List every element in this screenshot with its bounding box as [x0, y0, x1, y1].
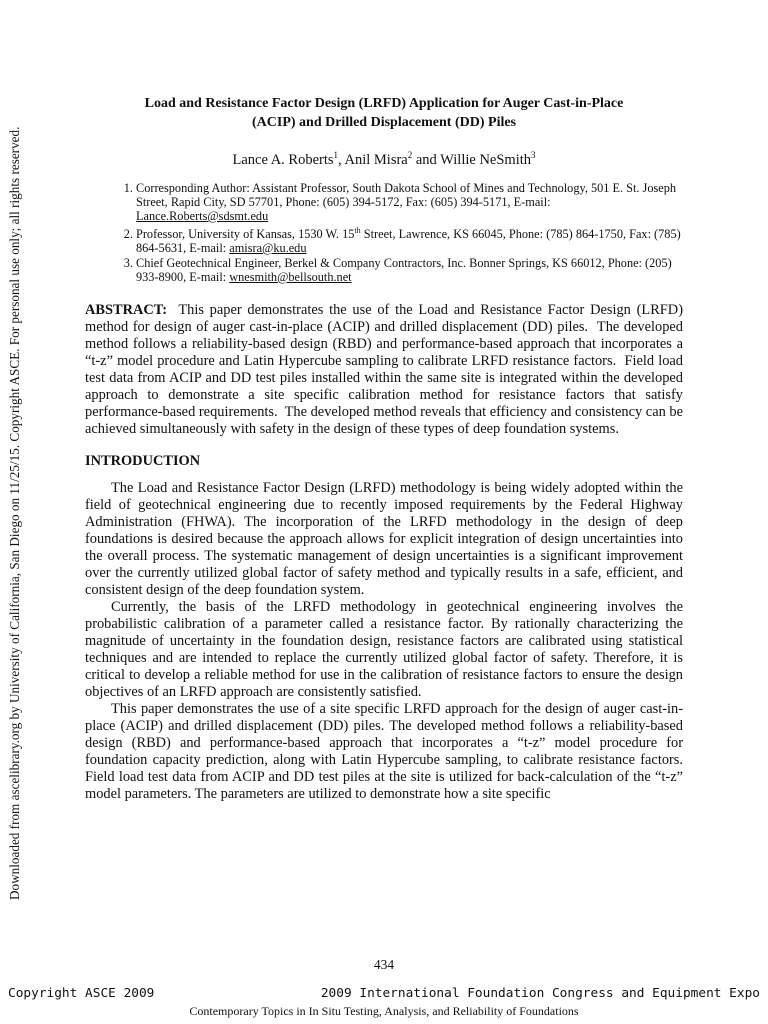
- affiliation-item: [136, 256, 683, 284]
- email-link[interactable]: Lance.Roberts@sdsmt.edu: [136, 208, 269, 223]
- email-link[interactable]: amisra@ku.edu: [229, 240, 307, 255]
- affiliation-item: [136, 181, 683, 223]
- abstract-text: This paper demonstrates the use of the Load and Resistance Factor Design (LRFD) method for design of auger cast-in-place (ACIP) and drilled displacement (DD) piles. The developed method follows a reliability-based design (RBD) and performance-based approach that incorporates a “t-z” model procedure and Latin Hypercube sampling to calibrate LRFD resistance factors. Field load test data from ACIP and DD test piles installed within the same site is integrated within the developed approach to demonstrate a site specific calibration method for resistance factors that satisfy performance-based requirements. The developed method reveals that efficiency and consistency can be achieved simultaneously with safety in the design of these types of deep foundation systems.: [85, 301, 687, 437]
- section-heading-introduction: INTRODUCTION: [85, 452, 201, 469]
- title-line-1: Load and Resistance Factor Design (LRFD) Application for Auger Cast-in-Place: [144, 96, 624, 111]
- paragraph: This paper demonstrates the use of a site specific LRFD approach for the design of auger cast-in-place (ACIP) and drilled displacement (DD) piles. The developed method follows a reliability-based design (RBD) and performance-based approach that incorporates a “t-z” model procedure for foundation capacity prediction, along with Latin Hypercube sampling, to calibrate resistance factors. Field load test data from ACIP and DD test piles at the site is utilized for back-calculation of the “t-z” model parameters. The parameters are utilized to demonstrate how a site specific: [85, 701, 683, 803]
- affiliation-text: Street, Lawrence, KS 66045, Phone: (785) 864-1750, Fax: (785) 864-5631, E-mail:: [136, 226, 681, 255]
- affiliation-text: Professor, University of Kansas, 1530 W. 15: [136, 226, 355, 241]
- paragraph: Currently, the basis of the LRFD methodology in geotechnical engineering involves the probabilistic calibration of a parameter called a resistance factor. By rationally characterizing the magnitude of uncertainty in the foundation design, resistance factors are calibrated using statistical techniques and are intended to replace the currently utilized global factor of safety. Therefore, it is critical to develop a reliable method for use in the calibration of resistance factors to ensure the design objectives of an LRFD approach are consistently satisfied.: [85, 598, 683, 701]
- footer-conference: 2009 International Foundation Congress and Equipment Expo: [320, 986, 760, 1001]
- author-2-mark: 2: [407, 150, 413, 160]
- author-separator: and: [412, 151, 441, 168]
- paper-title: [85, 94, 683, 132]
- author-2: Anil Misra: [344, 151, 408, 168]
- download-notice: Downloaded from ascelibrary.org by University of California, San Diego on 11/25/15. Copyright ASCE. For personal use only; all rights reserved.: [7, 126, 22, 900]
- affiliation-list: [85, 181, 683, 284]
- page-number: 434: [373, 957, 395, 972]
- footer-series-title: Contemporary Topics in In Situ Testing, Analysis, and Reliability of Foundations: [189, 1004, 579, 1018]
- footer-copyright: Copyright ASCE 2009: [8, 986, 155, 1001]
- abstract: [85, 301, 687, 438]
- author-3: Willie NeSmith: [440, 151, 532, 168]
- affiliation-text: Chief Geotechnical Engineer, Berkel & Company Contractors, Inc. Bonner Springs, KS 66012, Phone: (205) 933-8900, E-mail:: [136, 255, 672, 284]
- affiliation-item: [136, 224, 683, 255]
- page-content: [85, 94, 687, 803]
- email-link[interactable]: wnesmith@bellsouth.net: [229, 269, 352, 284]
- author-3-mark: 3: [531, 150, 536, 160]
- affiliation-text: Corresponding Author: Assistant Professor, South Dakota School of Mines and Technology, 501 E. St. Joseph Street, Rapid City, SD 57701, Phone: (605) 394-5172, Fax: (605) 394-5171, E-mail:: [136, 180, 677, 209]
- author-separator: ,: [338, 151, 345, 168]
- author-1: Lance A. Roberts: [232, 151, 334, 168]
- ordinal-suffix: th: [354, 225, 361, 235]
- abstract-label: ABSTRACT:: [85, 301, 168, 318]
- paragraph: The Load and Resistance Factor Design (LRFD) methodology is being widely adopted within the field of geotechnical engineering due to recently imposed requirements by the Federal Highway Administration (FHWA). The incorporation of the LRFD methodology in the design of deep foundations is desired because the approach allows for explicit integration of design uncertainties into the overall process. The systematic management of design uncertainties is a significant improvement over the currently utilized global factor of safety method and typically results in a safe, efficient, and consistent design of the deep foundation system.: [85, 479, 683, 598]
- author-1-mark: 1: [333, 150, 339, 160]
- title-line-2: (ACIP) and Drilled Displacement (DD) Piles: [251, 115, 517, 130]
- author-list: [85, 146, 683, 169]
